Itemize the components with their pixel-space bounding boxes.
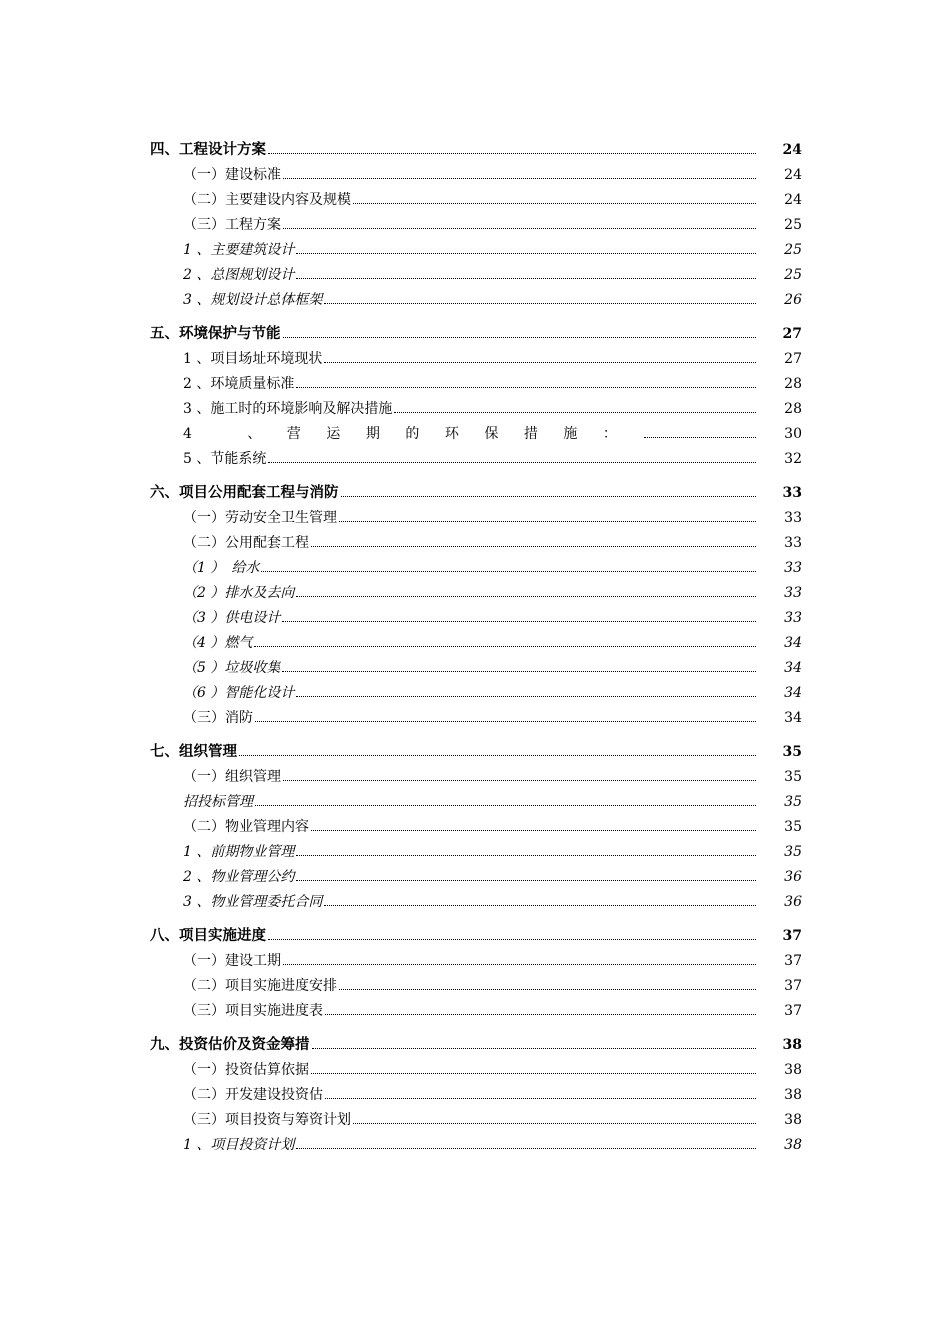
toc-page-number: 30 bbox=[784, 426, 802, 442]
toc-section-entry[interactable] bbox=[0, 652, 950, 677]
toc-entry-title: （一）建设工期 bbox=[183, 953, 281, 969]
toc-page-number: 24 bbox=[784, 167, 802, 183]
toc-page-number: 35 bbox=[784, 794, 802, 810]
toc-section-entry[interactable] bbox=[0, 786, 950, 811]
dot-leader bbox=[296, 696, 756, 697]
dot-leader bbox=[239, 755, 756, 756]
dot-leader bbox=[324, 905, 756, 906]
toc-entry-title: 四、工程设计方案 bbox=[150, 141, 266, 158]
toc-section-entry[interactable] bbox=[0, 1054, 950, 1079]
toc-section-entry[interactable] bbox=[0, 861, 950, 886]
dot-leader bbox=[325, 1098, 756, 1099]
toc-page-number: 38 bbox=[782, 1037, 802, 1053]
dot-leader bbox=[268, 939, 756, 940]
dot-leader bbox=[312, 1048, 757, 1049]
toc-page-number: 36 bbox=[784, 869, 802, 885]
dot-leader bbox=[255, 805, 756, 806]
toc-section-entry[interactable] bbox=[0, 627, 950, 652]
toc-page-number: 34 bbox=[784, 710, 802, 726]
toc-entry-title: 八、项目实施进度 bbox=[150, 927, 266, 944]
toc-section-entry[interactable] bbox=[0, 836, 950, 861]
toc-page-number: 37 bbox=[784, 953, 802, 969]
toc-page-number: 33 bbox=[784, 560, 802, 576]
toc-section-entry[interactable] bbox=[0, 886, 950, 911]
toc-section-entry[interactable] bbox=[0, 1079, 950, 1104]
dot-leader bbox=[283, 780, 756, 781]
toc-page-number: 38 bbox=[784, 1137, 802, 1153]
toc-page-number: 33 bbox=[784, 535, 802, 551]
toc-entry-title: 六、项目公用配套工程与消防 bbox=[150, 484, 339, 501]
toc-entry-title: 1 、主要建筑设计 bbox=[183, 242, 295, 258]
toc-page-number: 35 bbox=[784, 844, 802, 860]
toc-section-entry[interactable] bbox=[0, 761, 950, 786]
dot-leader bbox=[644, 437, 756, 438]
dot-leader bbox=[282, 621, 756, 622]
dot-leader bbox=[255, 721, 756, 722]
toc-page-number: 35 bbox=[784, 769, 802, 785]
toc-section-entry[interactable] bbox=[0, 159, 950, 184]
dot-leader bbox=[311, 1073, 756, 1074]
dot-leader bbox=[339, 989, 756, 990]
toc-entry-title: （二）开发建设投资估 bbox=[183, 1087, 323, 1103]
toc-section-entry[interactable] bbox=[0, 209, 950, 234]
toc-page-number: 27 bbox=[784, 351, 802, 367]
dot-leader bbox=[296, 278, 756, 279]
dot-leader bbox=[324, 303, 756, 304]
toc-entry-title: 招投标管理 bbox=[183, 794, 253, 810]
toc-page-number: 37 bbox=[784, 978, 802, 994]
toc-entry-title: （2 ）排水及去向 bbox=[183, 585, 295, 601]
toc-entry-title: （二）公用配套工程 bbox=[183, 535, 309, 551]
toc-section-entry[interactable] bbox=[0, 259, 950, 284]
toc-page-number: 37 bbox=[782, 928, 802, 944]
toc-page-number: 35 bbox=[784, 819, 802, 835]
toc-page-number: 33 bbox=[784, 610, 802, 626]
toc-section-entry[interactable] bbox=[0, 418, 950, 443]
toc-page-number: 36 bbox=[784, 894, 802, 910]
toc-section-entry[interactable] bbox=[0, 393, 950, 418]
toc-chapter-entry[interactable] bbox=[0, 309, 950, 343]
toc-entry-title: （一）建设标准 bbox=[183, 167, 281, 183]
dot-leader bbox=[353, 203, 756, 204]
dot-leader bbox=[283, 228, 756, 229]
toc-section-entry[interactable] bbox=[0, 1104, 950, 1129]
toc-entry-title: 3 、规划设计总体框架 bbox=[183, 292, 323, 308]
toc-entry-title: 五、环境保护与节能 bbox=[150, 325, 281, 342]
toc-page-number: 37 bbox=[784, 1003, 802, 1019]
toc-page-number: 24 bbox=[784, 192, 802, 208]
toc-page-number: 38 bbox=[784, 1087, 802, 1103]
toc-entry-title: 1 、项目投资计划 bbox=[183, 1137, 295, 1153]
toc-chapter-entry[interactable] bbox=[0, 911, 950, 945]
toc-page-number: 35 bbox=[782, 744, 802, 760]
toc-entry-title: 2 、物业管理公约 bbox=[183, 869, 295, 885]
toc-entry-title: （三）项目实施进度表 bbox=[183, 1003, 323, 1019]
toc-page-number: 28 bbox=[784, 376, 802, 392]
toc-page-number: 33 bbox=[782, 485, 802, 501]
dot-leader bbox=[296, 880, 756, 881]
toc-entry-title: （三）消防 bbox=[183, 710, 253, 726]
dot-leader bbox=[268, 462, 756, 463]
dot-leader bbox=[325, 1014, 756, 1015]
toc-entry-title: 2 、总图规划设计 bbox=[183, 267, 295, 283]
toc-page-number: 28 bbox=[784, 401, 802, 417]
toc-entry-title: （6 ）智能化设计 bbox=[183, 685, 295, 701]
dot-leader bbox=[296, 1148, 756, 1149]
toc-entry-title: （二）项目实施进度安排 bbox=[183, 978, 337, 994]
toc-section-entry[interactable] bbox=[0, 443, 950, 468]
toc-entry-title: 1 、前期物业管理 bbox=[183, 844, 295, 860]
dot-leader bbox=[341, 496, 757, 497]
dot-leader bbox=[296, 855, 756, 856]
toc-section-entry[interactable] bbox=[0, 602, 950, 627]
toc-section-entry[interactable] bbox=[0, 234, 950, 259]
toc-entry-title: （三）工程方案 bbox=[183, 217, 281, 233]
dot-leader bbox=[283, 964, 756, 965]
toc-entry-title: （三）项目投资与筹资计划 bbox=[183, 1112, 351, 1128]
toc-section-entry[interactable] bbox=[0, 343, 950, 368]
dot-leader bbox=[283, 178, 756, 179]
toc-section-entry[interactable] bbox=[0, 811, 950, 836]
toc-section-entry[interactable] bbox=[0, 677, 950, 702]
toc-section-entry[interactable] bbox=[0, 970, 950, 995]
dot-leader bbox=[283, 337, 757, 338]
toc-page-number: 34 bbox=[784, 685, 802, 701]
toc-chapter-entry[interactable] bbox=[0, 727, 950, 761]
dot-leader bbox=[394, 412, 756, 413]
toc-entry-title: 3 、施工时的环境影响及解决措施 bbox=[183, 401, 393, 417]
toc-section-entry[interactable] bbox=[0, 284, 950, 309]
toc-section-entry[interactable] bbox=[0, 945, 950, 970]
toc-entry-title: （3 ）供电设计 bbox=[183, 610, 281, 626]
dot-leader bbox=[324, 362, 756, 363]
table-of-contents bbox=[0, 125, 950, 1154]
toc-entry-title: 3 、物业管理委托合同 bbox=[183, 894, 323, 910]
toc-entry-title: 九、投资估价及资金筹措 bbox=[150, 1036, 310, 1053]
toc-entry-title: （一）劳动安全卫生管理 bbox=[183, 510, 337, 526]
toc-page-number: 25 bbox=[784, 267, 802, 283]
toc-section-entry[interactable] bbox=[0, 1129, 950, 1154]
toc-entry-title: 2 、环境质量标准 bbox=[183, 376, 295, 392]
toc-section-entry[interactable] bbox=[0, 527, 950, 552]
toc-entry-title: （一）组织管理 bbox=[183, 769, 281, 785]
toc-entry-title: （4 ）燃气 bbox=[183, 635, 253, 651]
toc-section-entry[interactable] bbox=[0, 577, 950, 602]
toc-page-number: 34 bbox=[784, 660, 802, 676]
dot-leader bbox=[254, 646, 756, 647]
dot-leader bbox=[311, 546, 756, 547]
toc-page-number: 33 bbox=[784, 585, 802, 601]
toc-section-entry[interactable] bbox=[0, 502, 950, 527]
toc-section-entry[interactable] bbox=[0, 184, 950, 209]
toc-entry-title: （5 ）垃圾收集 bbox=[183, 660, 281, 676]
toc-page-number: 38 bbox=[784, 1062, 802, 1078]
toc-page-number: 38 bbox=[784, 1112, 802, 1128]
dot-leader bbox=[353, 1123, 756, 1124]
dot-leader bbox=[296, 596, 756, 597]
toc-entry-title: 七、组织管理 bbox=[150, 743, 237, 760]
dot-leader bbox=[268, 153, 756, 154]
toc-chapter-entry[interactable] bbox=[0, 125, 950, 159]
dot-leader bbox=[261, 571, 756, 572]
toc-entry-title: 1 、项目场址环境现状 bbox=[183, 351, 323, 367]
toc-section-entry[interactable] bbox=[0, 702, 950, 727]
dot-leader bbox=[296, 387, 756, 388]
toc-entry-title: 5 、节能系统 bbox=[183, 451, 267, 467]
toc-page-number: 27 bbox=[782, 326, 802, 342]
toc-chapter-entry[interactable] bbox=[0, 468, 950, 502]
toc-page-number: 32 bbox=[784, 451, 802, 467]
toc-section-entry[interactable] bbox=[0, 368, 950, 393]
toc-section-entry[interactable] bbox=[0, 995, 950, 1020]
toc-page-number: 34 bbox=[784, 635, 802, 651]
toc-entry-title: （二）物业管理内容 bbox=[183, 819, 309, 835]
dot-leader bbox=[339, 521, 756, 522]
toc-page-number: 26 bbox=[784, 292, 802, 308]
dot-leader bbox=[296, 253, 756, 254]
toc-entry-title: （1 ） 给水 bbox=[183, 560, 260, 576]
toc-entry-title: （一）投资估算依据 bbox=[183, 1062, 309, 1078]
dot-leader bbox=[282, 671, 756, 672]
toc-entry-title: （二）主要建设内容及规模 bbox=[183, 192, 351, 208]
toc-chapter-entry[interactable] bbox=[0, 1020, 950, 1054]
toc-entry-title: 4 、营运期的环保措施： bbox=[183, 426, 643, 442]
toc-page-number: 25 bbox=[784, 242, 802, 258]
toc-section-entry[interactable] bbox=[0, 552, 950, 577]
toc-page-number: 33 bbox=[784, 510, 802, 526]
toc-page-number: 24 bbox=[782, 142, 802, 158]
toc-page-number: 25 bbox=[784, 217, 802, 233]
dot-leader bbox=[311, 830, 756, 831]
